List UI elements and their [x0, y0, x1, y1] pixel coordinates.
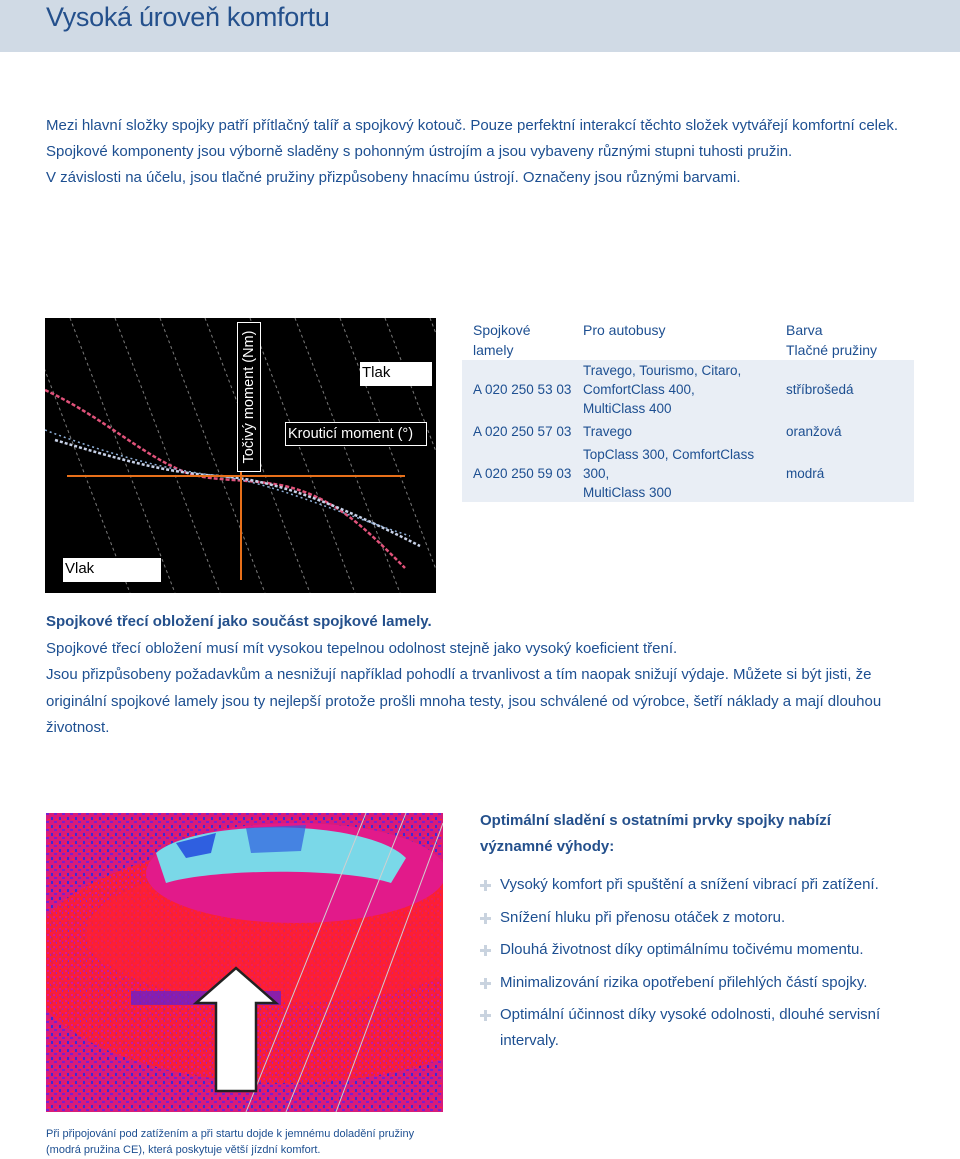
plus-icon — [480, 945, 491, 956]
table-row — [462, 360, 914, 418]
list-item — [480, 1002, 920, 1054]
intro-paragraph: Mezi hlavní složky spojky patří přítlačný talíř a spojkový kotouč. Pouze perfektní interakcí těchto složek vytvářejí komfortní celek. — [46, 117, 899, 134]
plus-icon — [480, 913, 491, 924]
y-axis-label: Točivý moment (Nm) — [241, 330, 257, 464]
lining-paragraph: Jsou přizpůsobeny požadavkům a nesnižují například pohodlí a trvanlivost a tím naopak snižují výdaje. Můžete si být jisti, že originální spojkové lamely jsou ty nejlepší protože prošli mnoha testy, jsou schválené od výrobce, šetří náklady a mají dlouhou životnost. — [46, 666, 882, 736]
thermal-graphic — [46, 813, 443, 1112]
header-for-buses: Pro autobusy — [583, 322, 666, 338]
spring-color-cell: stříbrošedá — [775, 360, 914, 418]
part-number-cell: A 020 250 57 03 — [462, 418, 572, 445]
buses-cell: Travego — [572, 418, 775, 445]
buses-line: ComfortClass 400, — [583, 381, 695, 397]
part-number-cell: A 020 250 59 03 — [462, 445, 572, 502]
list-item — [480, 905, 920, 931]
image-caption — [46, 1126, 466, 1158]
list-item — [480, 937, 920, 963]
benefit-text: Snížení hluku při přenosu otáček z motoru. — [500, 908, 786, 926]
table-row — [462, 445, 914, 502]
lining-paragraph: Spojkové třecí obložení musí mít vysokou tepelnou odolnost stejně jako vysoký koeficient tření. — [46, 639, 678, 657]
thermal-image — [46, 813, 443, 1112]
caption-line: (modrá pružina CE), která poskytuje větší jízdní komfort. — [46, 1144, 321, 1156]
y-axis-label-box — [237, 322, 261, 472]
plus-icon — [480, 880, 491, 891]
caption-line: Při připojování pod zatížením a při startu dojde k jemnému doladění pružiny — [46, 1128, 415, 1140]
page-title: Vysoká úroveň komfortu — [46, 2, 330, 32]
table-row — [462, 418, 914, 445]
header-clutch-discs: Spojkové lamely — [473, 322, 531, 358]
benefits-heading — [480, 808, 920, 860]
buses-line: MultiClass 300 — [583, 485, 672, 500]
buses-cell — [572, 445, 775, 502]
buses-line: Travego, Tourismo, Citaro, — [583, 362, 742, 378]
buses-line: MultiClass 400 — [583, 400, 672, 416]
buses-cell — [572, 360, 775, 418]
lining-section — [46, 609, 926, 742]
table-header-row — [462, 318, 914, 360]
intro-paragraph: V závislosti na účelu, jsou tlačné pružiny přizpůsobeny hnacímu ústrojí. Označeny jsou různými barvami. — [46, 169, 741, 186]
plus-icon — [480, 978, 491, 989]
benefit-text: Minimalizování rizika opotřebení přilehlých částí spojky. — [500, 973, 868, 991]
benefit-text: Optimální účinnost díky vysoké odolnosti, dlouhé servisní intervaly. — [500, 1006, 881, 1049]
x-axis-label: Krouticí moment (°) — [285, 422, 427, 446]
intro-text — [46, 113, 926, 191]
benefit-text: Vysoký komfort při spuštění a snížení vibrací při zatížení. — [500, 876, 879, 893]
benefits-section — [480, 808, 920, 1061]
benefits-list — [480, 872, 920, 1054]
benefit-text: Dlouhá životnost díky optimálnímu točivému momentu. — [500, 941, 864, 958]
spring-characteristic-diagram — [45, 318, 436, 593]
curves — [45, 390, 420, 568]
buses-line: TopClass 300, ComfortClass 300, — [583, 447, 755, 481]
benefits-heading-line: významné výhody: — [480, 838, 615, 855]
pull-label: Vlak — [63, 558, 161, 582]
spring-color-cell: modrá — [775, 445, 914, 502]
plus-icon — [480, 1010, 491, 1021]
clutch-disc-table — [462, 318, 914, 502]
intro-paragraph: Spojkové komponenty jsou výborně sladěny s pohonným ústrojím a jsou vybaveny různými stupni tuhosti pružin. — [46, 143, 793, 160]
push-label: Tlak — [360, 362, 432, 386]
part-number-cell: A 020 250 53 03 — [462, 360, 572, 418]
list-item — [480, 872, 920, 898]
benefits-heading-line: Optimální sladění s ostatními prvky spojky nabízí — [480, 812, 831, 829]
header-spring-color — [775, 318, 914, 360]
header-color-line2: Tlačné pružiny — [786, 342, 878, 358]
list-item — [480, 970, 920, 996]
header-color-line1: Barva — [786, 322, 823, 338]
lining-heading: Spojkové třecí obložení jako součást spojkové lamely. — [46, 613, 432, 630]
spring-color-cell: oranžová — [775, 418, 914, 445]
